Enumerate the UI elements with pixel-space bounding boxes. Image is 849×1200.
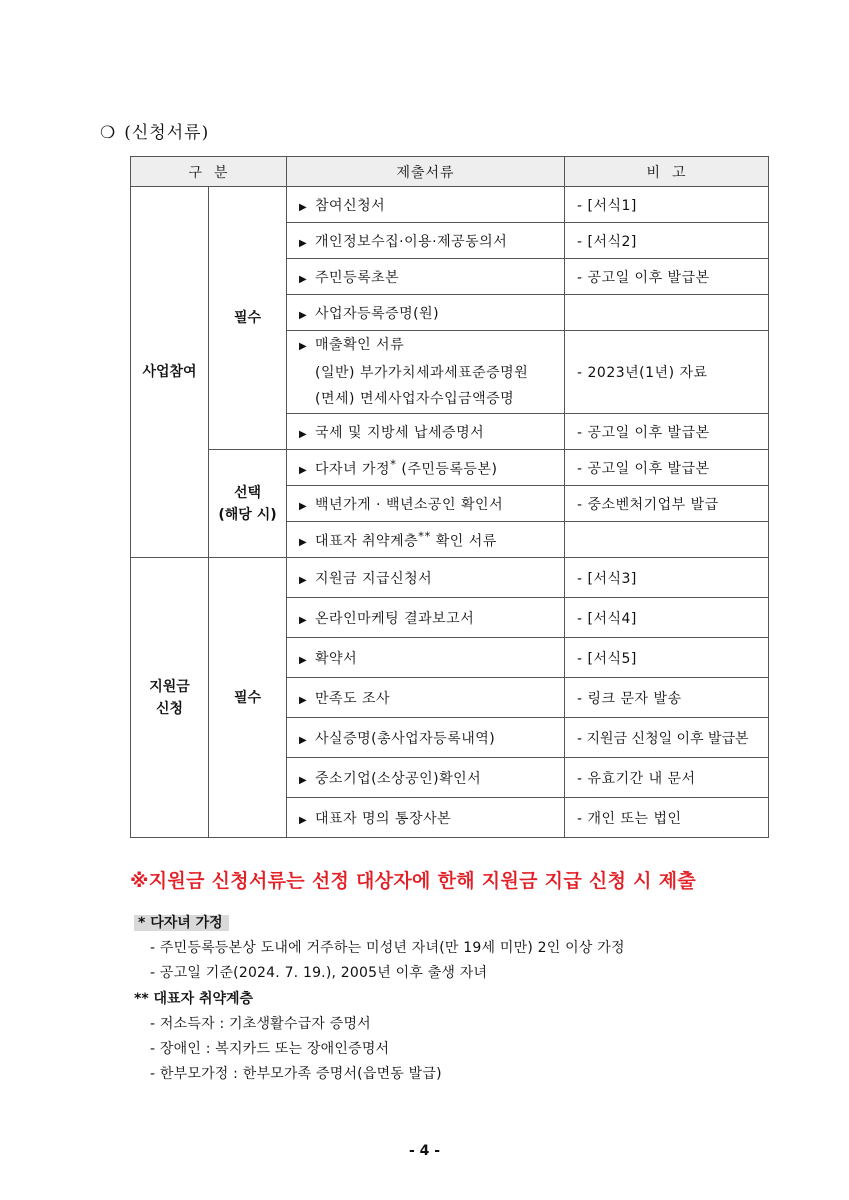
bullet-triangle-icon: ▶ [299, 237, 308, 249]
note-cell [565, 522, 769, 558]
bullet-triangle-icon: ▶ [299, 428, 308, 440]
table-row [131, 450, 769, 486]
doc-cell: ▶ 국세 및 지방세 납세증명서 [287, 414, 565, 450]
footnote-mark: * [390, 456, 397, 471]
footnote-item: - 주민등록등본상 도내에 거주하는 미성년 자녀(만 19세 미만) 2인 이상 가정 [150, 940, 625, 956]
note-cell: - [서식5] [565, 638, 769, 678]
footnote-multi-child-heading: * 다자녀 가정 [134, 912, 229, 932]
bullet-triangle-icon: ▶ [299, 574, 308, 586]
doc-subline: (일반) 부가가치세과세표준증명원 [315, 365, 529, 381]
table-row [131, 558, 769, 598]
header-remarks: 비 고 [565, 157, 769, 187]
bullet-triangle-icon: ▶ [299, 465, 308, 477]
type-required: 필수 [209, 187, 287, 450]
bullet-triangle-icon: ▶ [299, 774, 308, 786]
table-row [131, 187, 769, 223]
documents-table [130, 156, 769, 838]
note-cell: - 링크 문자 발송 [565, 678, 769, 718]
doc-cell: ▶ 사업자등록증명(원) [287, 295, 565, 331]
note-cell: - 중소벤처기업부 발급 [565, 486, 769, 522]
bullet-triangle-icon: ▶ [299, 309, 308, 321]
doc-cell: ▶ 대표자 취약계층** 확인 서류 [287, 522, 565, 558]
footnote-vulnerable-heading: ** 대표자 취약계층 [134, 991, 254, 1007]
bullet-triangle-icon: ▶ [299, 654, 308, 666]
doc-cell: ▶ 만족도 조사 [287, 678, 565, 718]
doc-cell: ▶ 온라인마케팅 결과보고서 [287, 598, 565, 638]
note-cell: - 개인 또는 법인 [565, 798, 769, 838]
footnote-item: - 공고일 기준(2024. 7. 19.), 2005년 이후 출생 자녀 [150, 965, 488, 981]
doc-cell: ▶ 사실증명(총사업자등록내역) [287, 718, 565, 758]
section-title [100, 118, 209, 143]
bullet-triangle-icon: ▶ [299, 814, 308, 826]
note-cell: - [서식1] [565, 187, 769, 223]
doc-cell: ▶ 참여신청서 [287, 187, 565, 223]
section-title-text: (신청서류) [124, 123, 210, 143]
note-cell: - [서식3] [565, 558, 769, 598]
note-cell: - [서식4] [565, 598, 769, 638]
note-cell: - 유효기간 내 문서 [565, 758, 769, 798]
bullet-triangle-icon: ▶ [299, 734, 308, 746]
bullet-triangle-icon: ▶ [299, 341, 308, 352]
doc-cell: ▶ 매출확인 서류 (일반) 부가가치세과세표준증명원 (면세) 면세사업자수입금액증명 [287, 331, 565, 414]
doc-cell: ▶ 백년가게 · 백년소공인 확인서 [287, 486, 565, 522]
bullet-triangle-icon: ▶ [299, 500, 308, 512]
doc-cell: ▶ 확약서 [287, 638, 565, 678]
page-number: - 4 - [408, 1143, 441, 1159]
bullet-triangle-icon: ▶ [299, 273, 308, 285]
type-required: 필수 [209, 558, 287, 838]
header-category: 구 분 [131, 157, 287, 187]
category-subsidy: 지원금 신청 [131, 558, 209, 838]
bullet-triangle-icon: ▶ [299, 694, 308, 706]
header-documents: 제출서류 [287, 157, 565, 187]
footnote-item: - 한부모가정 : 한부모가족 증명서(읍면동 발급) [150, 1066, 442, 1082]
note-cell: - 공고일 이후 발급본 [565, 259, 769, 295]
footnote-item: - 장애인 : 복지카드 또는 장애인증명서 [150, 1041, 390, 1057]
note-cell: - 지원금 신청일 이후 발급본 [565, 718, 769, 758]
doc-cell: ▶ 다자녀 가정* (주민등록등본) [287, 450, 565, 486]
note-cell [565, 295, 769, 331]
doc-cell: ▶ 개인정보수집·이용·제공동의서 [287, 223, 565, 259]
bullet-triangle-icon: ▶ [299, 537, 308, 549]
doc-cell: ▶ 중소기업(소상공인)확인서 [287, 758, 565, 798]
footnote-item: - 저소득자 : 기초생활수급자 증명서 [150, 1016, 371, 1032]
doc-cell: ▶ 대표자 명의 통장사본 [287, 798, 565, 838]
bullet-triangle-icon: ▶ [299, 614, 308, 626]
type-optional: 선택 (해당 시) [209, 450, 287, 558]
note-cell: - 공고일 이후 발급본 [565, 414, 769, 450]
note-cell: - 2023년(1년) 자료 [565, 331, 769, 414]
warning-note: ※지원금 신청서류는 선정 대상자에 한해 지원금 지급 신청 시 제출 [130, 870, 697, 892]
note-cell: - 공고일 이후 발급본 [565, 450, 769, 486]
doc-cell: ▶ 주민등록초본 [287, 259, 565, 295]
bullet-triangle-icon: ▶ [299, 201, 308, 213]
doc-subline: (면세) 면세사업자수입금액증명 [315, 391, 515, 407]
table-header-row [131, 157, 769, 187]
doc-cell: ▶ 지원금 지급신청서 [287, 558, 565, 598]
footnote-mark: ** [418, 528, 431, 543]
circle-marker-icon: ❍ [100, 123, 117, 143]
note-cell: - [서식2] [565, 223, 769, 259]
category-business: 사업참여 [131, 187, 209, 558]
